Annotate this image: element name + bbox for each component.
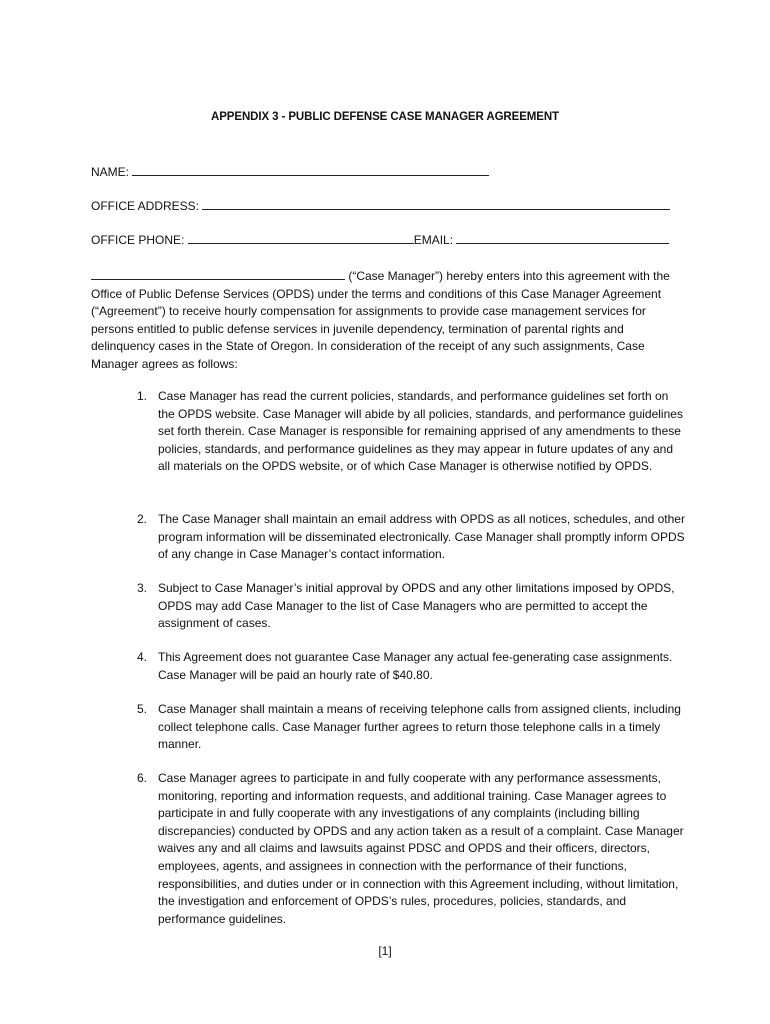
list-item-number: 5.	[137, 702, 148, 716]
list-item	[137, 388, 687, 494]
office-address-field	[91, 198, 670, 213]
document-title: APPENDIX 3 - PUBLIC DEFENSE CASE MANAGER AGREEMENT	[211, 111, 559, 123]
list-item-text: This Agreement does not guarantee Case Manager any actual fee-generating case assignments. Case Manager will be paid an hourly rate of $40.80.	[158, 650, 673, 682]
name-label: NAME:	[91, 165, 130, 179]
list-item-number: 4.	[137, 650, 148, 664]
email-label: EMAIL:	[413, 233, 454, 247]
list-item-number: 2.	[137, 512, 148, 526]
list-item-text: Case Manager shall maintain a means of receiving telephone calls from assigned clients, including collect telephone calls. Case Manager further agrees to return those telephone calls in a timely manner.	[158, 702, 681, 752]
list-item	[137, 511, 687, 564]
list-item-number: 1.	[137, 389, 148, 403]
office-address-blank-line	[202, 198, 670, 210]
email-blank-line	[456, 232, 669, 244]
name-blank-line	[132, 164, 489, 176]
intro-text: (“Case Manager”) hereby enters into this agreement with the Office of Public Defense Services (OPDS) under the terms and conditions of this Case Manager Agreement (“Agreement”) to receive hourly compensation for assignments to provide case management services for persons entitled to public defense services in juvenile dependency, termination of parental rights and delinquency cases in the State of Oregon. In consideration of the receipt of any such assignments, Case Manager agrees as follows:	[91, 269, 670, 371]
list-item-text: Case Manager agrees to participate in and fully cooperate with any performance assessments, monitoring, reporting and information requests, and additional training. Case Manager agrees to participate in and fully cooperate with any investigations of any complaints (including billing discrepancies) conducted by OPDS and any action taken as a result of a complaint. Case Manager waives any and all claims and lawsuits against PDSC and OPDS and their officers, directors, employees, agents, and assignees in connection with the performance of their functions, responsibilities, and duties under or in connection with this Agreement including, without limitation, the investigation and enforcement of OPDS’s rules, procedures, policies, standards, and performance guidelines.	[158, 771, 684, 926]
list-item	[137, 701, 687, 754]
office-phone-label: OFFICE PHONE:	[91, 233, 185, 247]
list-item	[137, 580, 687, 633]
name-field	[91, 164, 489, 179]
list-item	[137, 649, 687, 685]
office-address-label: OFFICE ADDRESS:	[91, 199, 200, 213]
list-item	[137, 770, 687, 930]
office-phone-blank-line	[188, 232, 414, 244]
list-item-text: Subject to Case Manager’s initial approval by OPDS and any other limitations imposed by OPDS, OPDS may add Case Manager to the list of Case Managers who are permitted to accept the assignment of cases.	[158, 581, 675, 631]
case-manager-name-blank-line	[91, 268, 345, 280]
page-number: [1]	[378, 944, 392, 958]
office-phone-email-field	[91, 232, 669, 247]
list-item-number: 6.	[137, 771, 148, 785]
intro-paragraph	[91, 268, 681, 374]
list-item-number: 3.	[137, 581, 148, 595]
list-item-text: The Case Manager shall maintain an email address with OPDS as all notices, schedules, and other program information will be disseminated electronically. Case Manager shall promptly inform OPDS of any change in Case Manager’s contact information.	[158, 512, 685, 562]
list-item-text: Case Manager has read the current policies, standards, and performance guidelines set forth on the OPDS website. Case Manager will abide by all policies, standards, and performance guidelines set forth therein. Case Manager is responsible for remaining apprised of any amendments to these policies, standards, and performance guidelines as they may appear in future updates of any and all materials on the OPDS website, or of which Case Manager is otherwise notified by OPDS.	[158, 389, 683, 474]
